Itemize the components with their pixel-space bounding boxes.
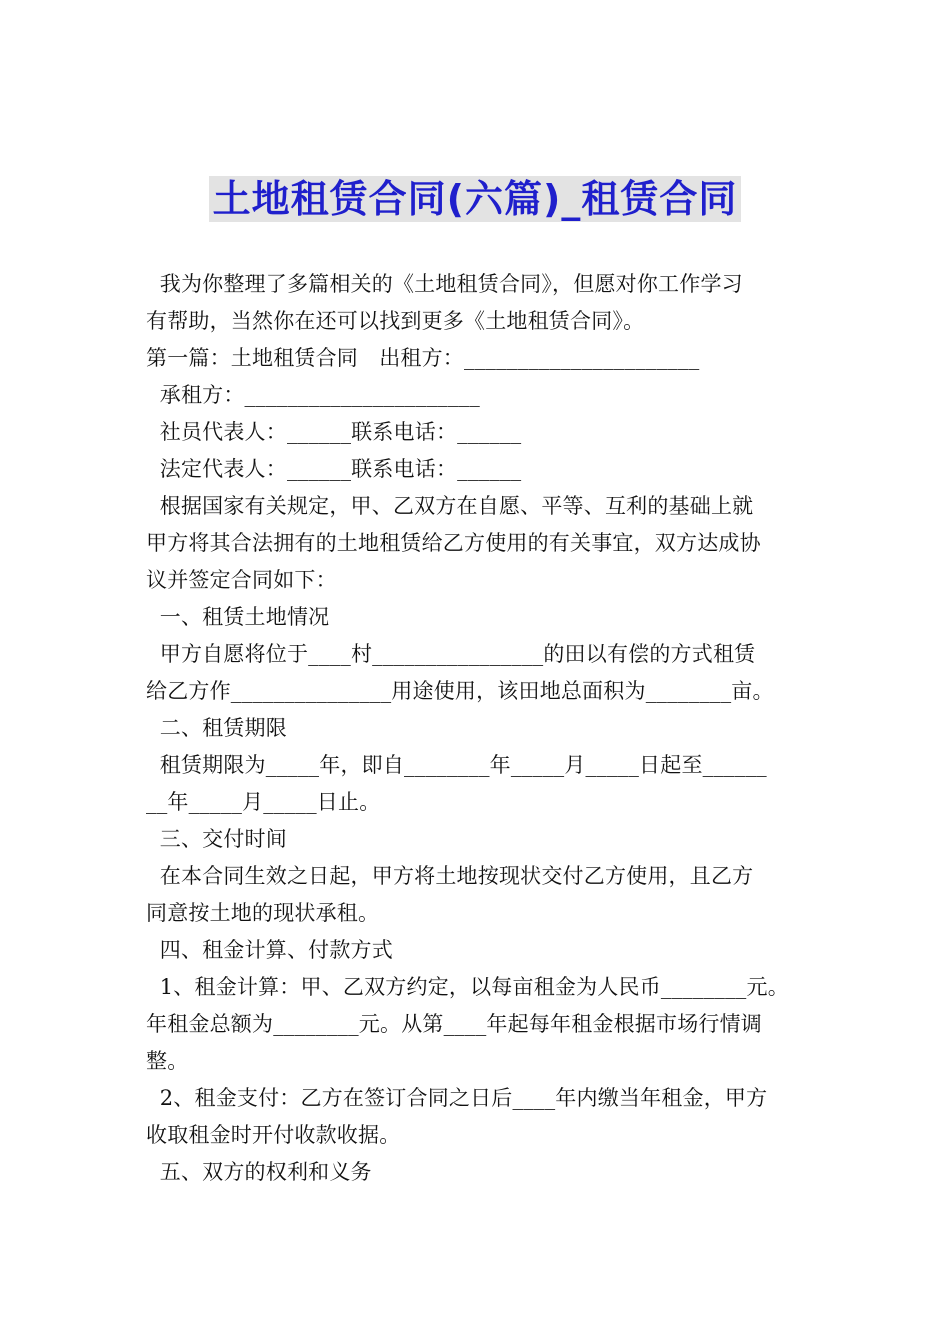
paragraph-line: 议并签定合同如下： [146, 568, 337, 592]
section-heading: 五、双方的权利和义务 [146, 1160, 372, 1184]
paragraph-line: 根据国家有关规定，甲、乙双方在自愿、平等、互利的基础上就 [146, 494, 754, 518]
paragraph-line: 第一篇：土地租赁合同 出租方：______________________ [146, 346, 700, 370]
paragraph-line: 同意按土地的现状承租。 [146, 901, 380, 925]
paragraph-line: 我为你整理了多篇相关的《土地租赁合同》，但愿对你工作学习 [146, 272, 743, 296]
section-heading: 二、租赁期限 [146, 716, 287, 740]
paragraph-line: 2、租金支付：乙方在签订合同之日后____年内缴当年租金，甲方 [146, 1086, 768, 1110]
paragraph-line: 甲方自愿将位于____村________________的田以有偿的方式租赁 [146, 642, 756, 666]
document-body [146, 266, 814, 1191]
paragraph-line: 年租金总额为________元。从第____年起每年租金根据市场行情调 [146, 1012, 762, 1036]
paragraph-line: __年_____月_____日止。 [146, 790, 381, 814]
paragraph-line: 收取租金时开付收款收据。 [146, 1123, 401, 1147]
document-title: 土地租赁合同(六篇)_租赁合同 [209, 176, 742, 222]
paragraph-line: 有帮助，当然你在还可以找到更多《土地租赁合同》。 [146, 309, 645, 333]
paragraph-line: 整。 [146, 1049, 189, 1073]
paragraph-line: 给乙方作_______________用途使用，该田地总面积为________亩。 [146, 679, 774, 703]
section-heading: 三、交付时间 [146, 827, 287, 851]
paragraph-line: 法定代表人：______联系电话：______ [146, 457, 522, 481]
section-heading: 一、租赁土地情况 [146, 605, 330, 629]
paragraph-line: 在本合同生效之日起，甲方将土地按现状交付乙方使用，且乙方 [146, 864, 754, 888]
paragraph-line: 租赁期限为_____年，即自________年_____月_____日起至______ [146, 753, 767, 777]
paragraph-line: 1、租金计算：甲、乙双方约定，以每亩租金为人民币________元。 [146, 975, 789, 999]
title-container [0, 176, 950, 222]
section-heading: 四、租金计算、付款方式 [146, 938, 393, 962]
paragraph-line: 承租方：______________________ [146, 383, 480, 407]
paragraph-line: 甲方将其合法拥有的土地租赁给乙方使用的有关事宜，双方达成协 [146, 531, 761, 555]
paragraph-line: 社员代表人：______联系电话：______ [146, 420, 522, 444]
